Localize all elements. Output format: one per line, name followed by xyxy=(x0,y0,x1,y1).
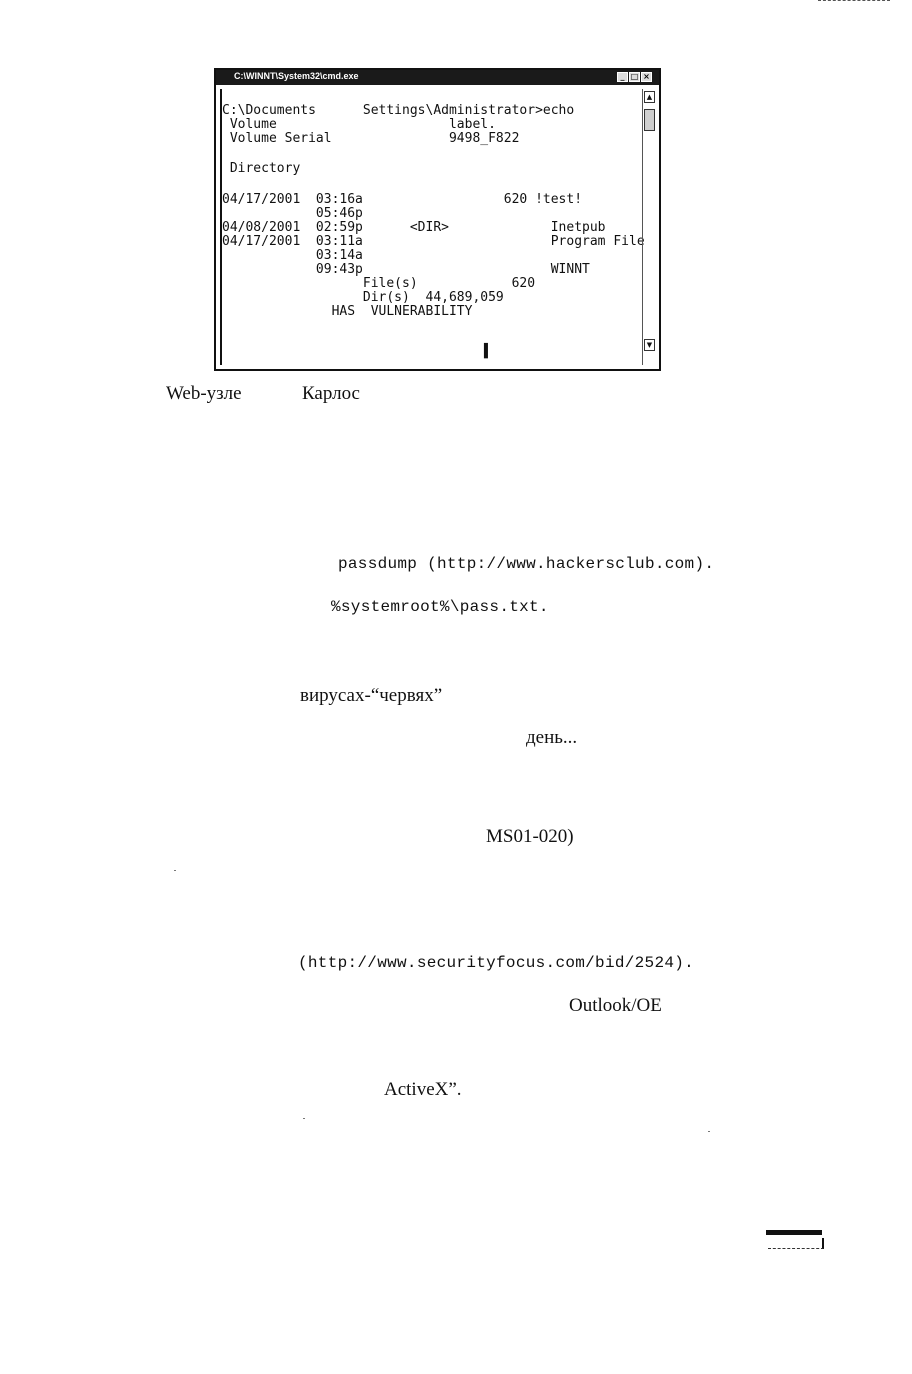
cmd-titlebar xyxy=(216,70,659,85)
activex-text: ActiveX”. xyxy=(384,1079,462,1100)
console-line: C:\Documents Settings\Administrator>echo xyxy=(222,103,575,118)
securityfocus-reference: (http://www.securityfocus.com/bid/2524). xyxy=(298,954,695,972)
caption-web-node: Web-узле xyxy=(166,383,242,404)
cmd-window-title: C:\WINNT\System32\cmd.exe xyxy=(234,71,359,81)
console-output xyxy=(220,89,645,365)
print-speck xyxy=(303,1118,305,1119)
console-line: 05:46p xyxy=(222,206,363,221)
cmd-window-figure xyxy=(214,68,661,371)
console-line: 09:43p WINNT xyxy=(222,262,590,277)
console-line: 04/17/2001 03:11a Program File xyxy=(222,234,645,249)
page-footer-mark xyxy=(766,1230,822,1235)
scroll-down-icon[interactable]: ▼ xyxy=(644,339,655,351)
page-corner-mark xyxy=(818,0,890,4)
page-footer-mark-sub xyxy=(768,1238,824,1249)
close-icon[interactable]: × xyxy=(641,72,652,82)
print-speck xyxy=(708,1131,710,1132)
worms-text: вирусах-“червях” xyxy=(300,685,443,706)
console-line: Volume Serial 9498_F822 xyxy=(222,131,520,146)
console-line: 04/17/2001 03:16a 620 !test! xyxy=(222,192,583,207)
scrollbar-thumb[interactable] xyxy=(644,109,655,131)
console-line: 03:14a xyxy=(222,248,363,263)
console-line: Dir(s) 44,689,059 xyxy=(222,290,504,305)
console-cursor: ▌ xyxy=(484,344,492,359)
console-line: HAS VULNERABILITY xyxy=(222,304,473,319)
console-line: Volume label. xyxy=(222,117,496,132)
caption-carlos: Карлос xyxy=(302,383,360,404)
console-scrollbar[interactable] xyxy=(642,89,657,365)
minimize-icon[interactable]: _ xyxy=(617,72,628,82)
console-line: 04/08/2001 02:59p <DIR> Inetpub xyxy=(222,220,606,235)
console-line: File(s) 620 xyxy=(222,276,536,291)
day-text: день... xyxy=(526,727,578,748)
maximize-icon[interactable]: □ xyxy=(630,72,639,81)
print-speck xyxy=(174,870,176,871)
passdump-reference: passdump (http://www.hackersclub.com). xyxy=(338,555,715,573)
scroll-up-icon[interactable]: ▲ xyxy=(644,91,655,103)
outlook-text: Outlook/OE xyxy=(569,995,662,1016)
systemroot-path: %systemroot%\pass.txt. xyxy=(331,598,549,616)
bulletin-id: MS01-020) xyxy=(486,826,574,847)
console-line: Directory xyxy=(222,161,301,176)
